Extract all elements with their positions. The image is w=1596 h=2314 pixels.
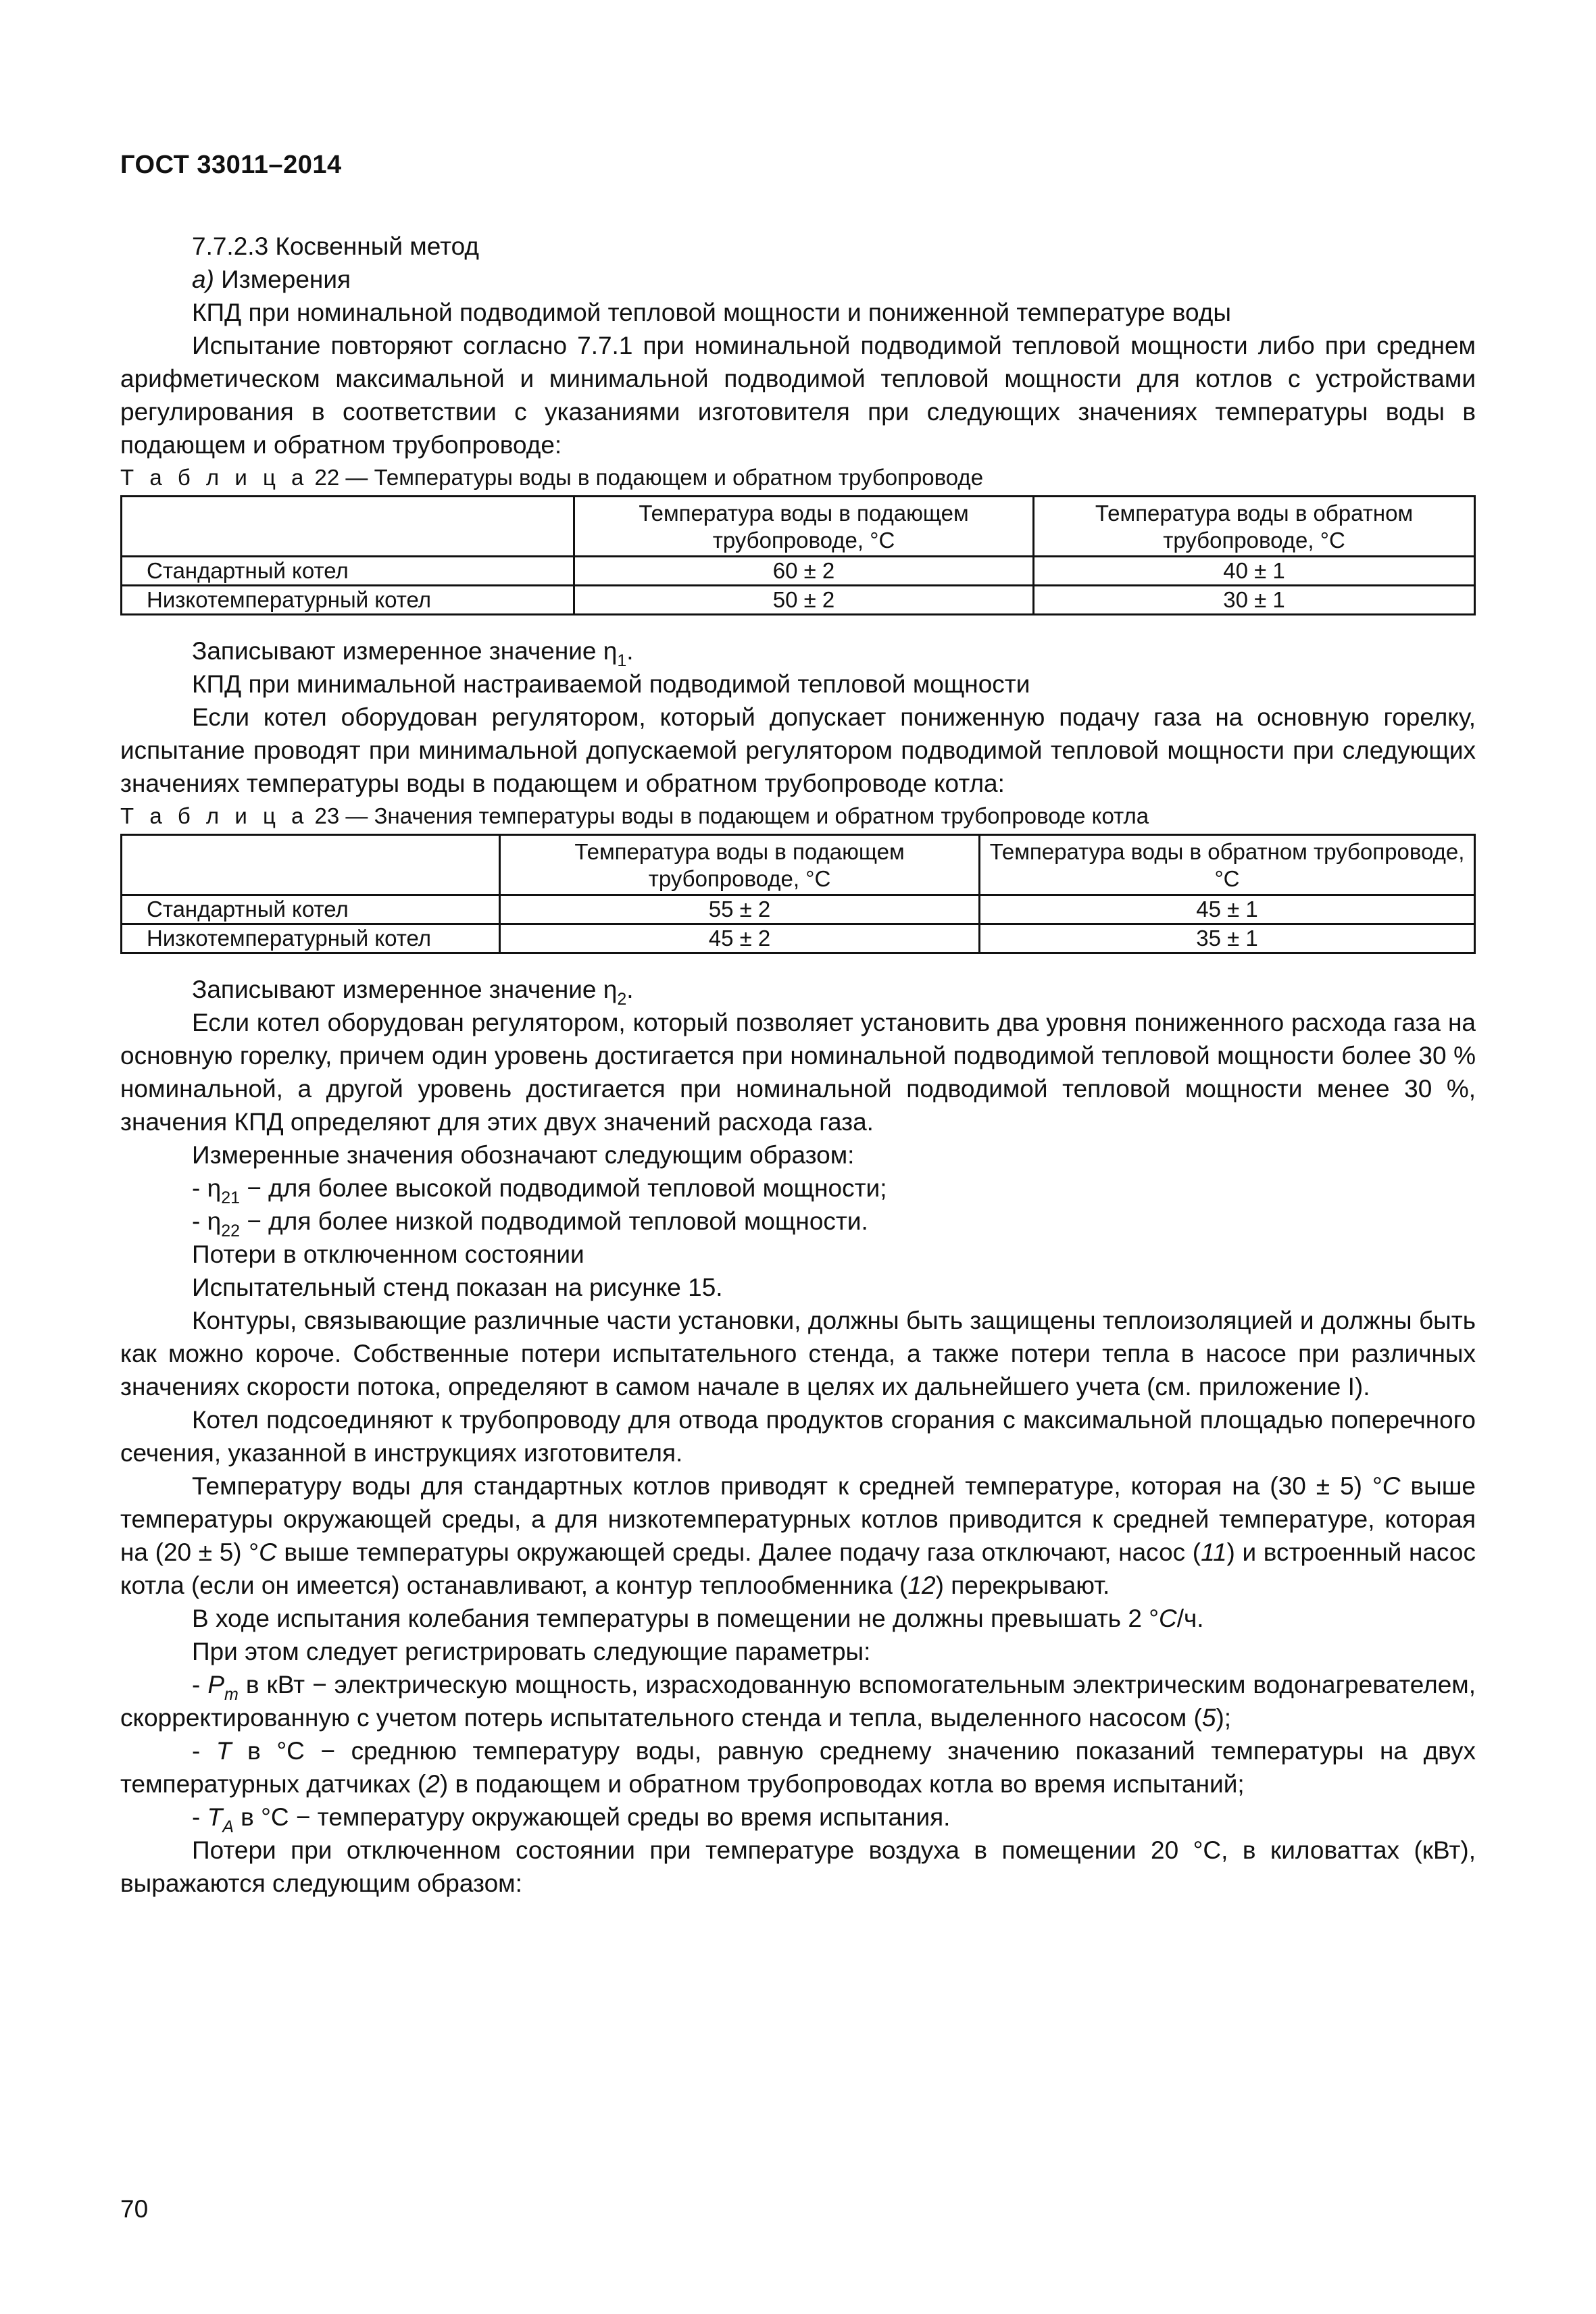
text: − для более низкой подводимой тепловой мощности. [240, 1207, 868, 1235]
text: − для более высокой подводимой тепловой мощности; [240, 1174, 887, 1202]
text: - η [192, 1207, 222, 1235]
table-header-cell: Температура воды в обратном трубопроводе, °С [980, 835, 1475, 895]
symbol: T [207, 1803, 223, 1831]
table-22 [120, 495, 1476, 615]
list-item [120, 1172, 1476, 1205]
text: Записывают измеренное значение η [192, 637, 618, 665]
table-row [122, 895, 1475, 924]
text: - [192, 1671, 208, 1699]
text: в °С − среднюю температуру воды, равную среднему значению показаний температуры на двух температурных датчиках ( [120, 1737, 1476, 1798]
paragraph: Котел подсоединяют к трубопроводу для отвода продуктов сгорания с максимальной площадью поперечного сечения, указанной в инструкциях изготовителя. [120, 1406, 1476, 1467]
table-header-cell: Температура воды в подающем трубопроводе, °С [500, 835, 980, 895]
text: 2 [426, 1770, 440, 1798]
table-cell: 60 ± 2 [574, 557, 1034, 586]
table-cell: 30 ± 1 [1034, 586, 1475, 615]
text: 5 [1201, 1704, 1216, 1732]
table-row [122, 586, 1475, 615]
table-cell: 45 ± 2 [500, 924, 980, 953]
paragraph: При этом следует регистрировать следующие параметры: [192, 1638, 871, 1665]
subscript: m [224, 1685, 239, 1704]
symbol: P [207, 1671, 225, 1699]
table-cell: 55 ± 2 [500, 895, 980, 924]
text: выше температуры окружающей среды. Далее подачу газа отключают, насос ( [276, 1538, 1201, 1566]
paragraph: Если котел оборудован регулятором, который позволяет установить два уровня пониженного расхода газа на основную горелку, причем один уровень достигается при номинальной подводимой тепловой мощности более 30 % номинальной, а другой уровень достигается при номинальной подводимой тепловой мощности менее 30 %, значения КПД определяют для этих двух значений расхода газа. [120, 1009, 1476, 1136]
text: - [192, 1803, 207, 1831]
table-caption-text: 22 — Температуры воды в подающем и обратном трубопроводе [308, 465, 984, 490]
table-23 [120, 834, 1476, 954]
text: 11 [1201, 1538, 1227, 1566]
table-header-row [122, 835, 1475, 895]
table-cell: 35 ± 1 [980, 924, 1475, 953]
paragraph: Потери при отключенном состоянии при температуре воздуха в помещении 20 °С, в киловаттах (кВт), выражаются следующим образом: [120, 1836, 1476, 1897]
table-row [122, 557, 1475, 586]
subscript: 1 [617, 651, 627, 670]
subscript: 22 [221, 1222, 240, 1240]
paragraph: Измеренные значения обозначают следующим образом: [192, 1141, 855, 1169]
text: - η [192, 1174, 222, 1202]
table-header-cell: Температура воды в обратном трубопроводе, °С [1034, 497, 1475, 557]
table-cell: Стандартный котел [122, 895, 500, 924]
text: /ч. [1176, 1605, 1204, 1632]
table-cell: Низкотемпературный котел [122, 586, 574, 615]
text: ) в подающем и обратном трубопроводах котла во время испытаний; [439, 1770, 1245, 1798]
table-label: Т а б л и ц а [120, 803, 309, 828]
subscript: A [222, 1817, 234, 1836]
text: С [1382, 1472, 1401, 1500]
paragraph: Если котел оборудован регулятором, который допускает пониженную подачу газа на основную горелку, испытание проводят при минимальной допускаемой регулятором подводимой тепловой мощности при следующих значениях температуры воды в подающем и обратном трубопроводе котла: [120, 703, 1476, 797]
text: С [259, 1538, 277, 1566]
subsection-text: Измерения [214, 266, 351, 293]
table-header-row [122, 497, 1475, 557]
table-header-cell [122, 835, 500, 895]
text: 12 [907, 1571, 936, 1599]
table-caption-text: 23 — Значения температуры воды в подающем и обратном трубопроводе котла [308, 803, 1149, 828]
text: ) перекрывают. [935, 1571, 1110, 1599]
text: В ходе испытания колебания температуры в помещении не должны превышать 2 ° [192, 1605, 1159, 1632]
table-22-caption [120, 463, 1476, 493]
symbol: T [216, 1737, 232, 1765]
text: . [626, 976, 634, 1003]
subscript: 2 [617, 990, 627, 1009]
subsection-a [120, 263, 1476, 296]
table-23-caption [120, 801, 1476, 831]
list-item [120, 1734, 1476, 1801]
table-row [122, 924, 1475, 953]
table-label: Т а б л и ц а [120, 465, 309, 490]
text: - [192, 1737, 216, 1765]
table-cell: 50 ± 2 [574, 586, 1034, 615]
table-cell: 40 ± 1 [1034, 557, 1475, 586]
text: в кВт − электрическую мощность, израсходованную вспомогательным электрическим водонагревателем, скорректированную с учетом потерь испытательного стенда и тепла, выделенного насосом ( [120, 1671, 1476, 1732]
text: Записывают измеренное значение η [192, 976, 618, 1003]
table-cell: Стандартный котел [122, 557, 574, 586]
table-cell: Низкотемпературный котел [122, 924, 500, 953]
text: ) и встроенный насос котла (если он имеется) останавливают, а контур теплообменника ( [120, 1538, 1476, 1599]
list-item [120, 1801, 1476, 1834]
table-header-cell [122, 497, 574, 557]
text: выше температуры окружающей среды, а для низкотемпературных котлов приводится к средней температуре, которая на (20 ± 5) ° [120, 1472, 1476, 1566]
paragraph: Контуры, связывающие различные части установки, должны быть защищены теплоизоляцией и должны быть как можно короче. Собственные потери испытательного стенда, а также потери тепла в насосе при различных значениях скорости потока, определяют в самом начале в целях их дальнейшего учета (см. приложение I). [120, 1307, 1476, 1401]
list-item [120, 1205, 1476, 1238]
document-body [120, 230, 1476, 1900]
list-item [120, 1668, 1476, 1734]
table-header-cell: Температура воды в подающем трубопроводе, °С [574, 497, 1034, 557]
paragraph [120, 1469, 1476, 1602]
text: в °С − температуру окружающей среды во время испытания. [233, 1803, 951, 1831]
paragraph [120, 634, 1476, 668]
subsection-letter: а) [192, 266, 214, 293]
page-number: 70 [120, 2195, 149, 2223]
subscript: 21 [221, 1188, 240, 1207]
text: Температуру воды для стандартных котлов приводят к средней температуре, которая на (30 ± 5) ° [192, 1472, 1382, 1500]
paragraph: Испытание повторяют согласно 7.7.1 при номинальной подводимой тепловой мощности либо при среднем арифметическом максимальной и минимальной подводимой тепловой мощности для котлов с устройствами регулирования в соответствии с указаниями изготовителя при следующих значениях температуры воды в подающем и обратном трубопроводе: [120, 332, 1476, 459]
paragraph [120, 973, 1476, 1009]
section-title: 7.7.2.3 Косвенный метод [192, 232, 479, 260]
paragraph: Испытательный стенд показан на рисунке 15. [192, 1274, 723, 1301]
text: ); [1216, 1704, 1232, 1732]
paragraph: КПД при номинальной подводимой тепловой мощности и пониженной температуре воды [192, 299, 1231, 326]
paragraph: КПД при минимальной настраиваемой подводимой тепловой мощности [192, 670, 1030, 698]
text: . [626, 637, 634, 665]
text: С [1159, 1605, 1177, 1632]
paragraph: Потери в отключенном состоянии [192, 1240, 584, 1268]
document-header: ГОСТ 33011–2014 [120, 151, 342, 179]
paragraph [120, 1602, 1476, 1635]
table-cell: 45 ± 1 [980, 895, 1475, 924]
